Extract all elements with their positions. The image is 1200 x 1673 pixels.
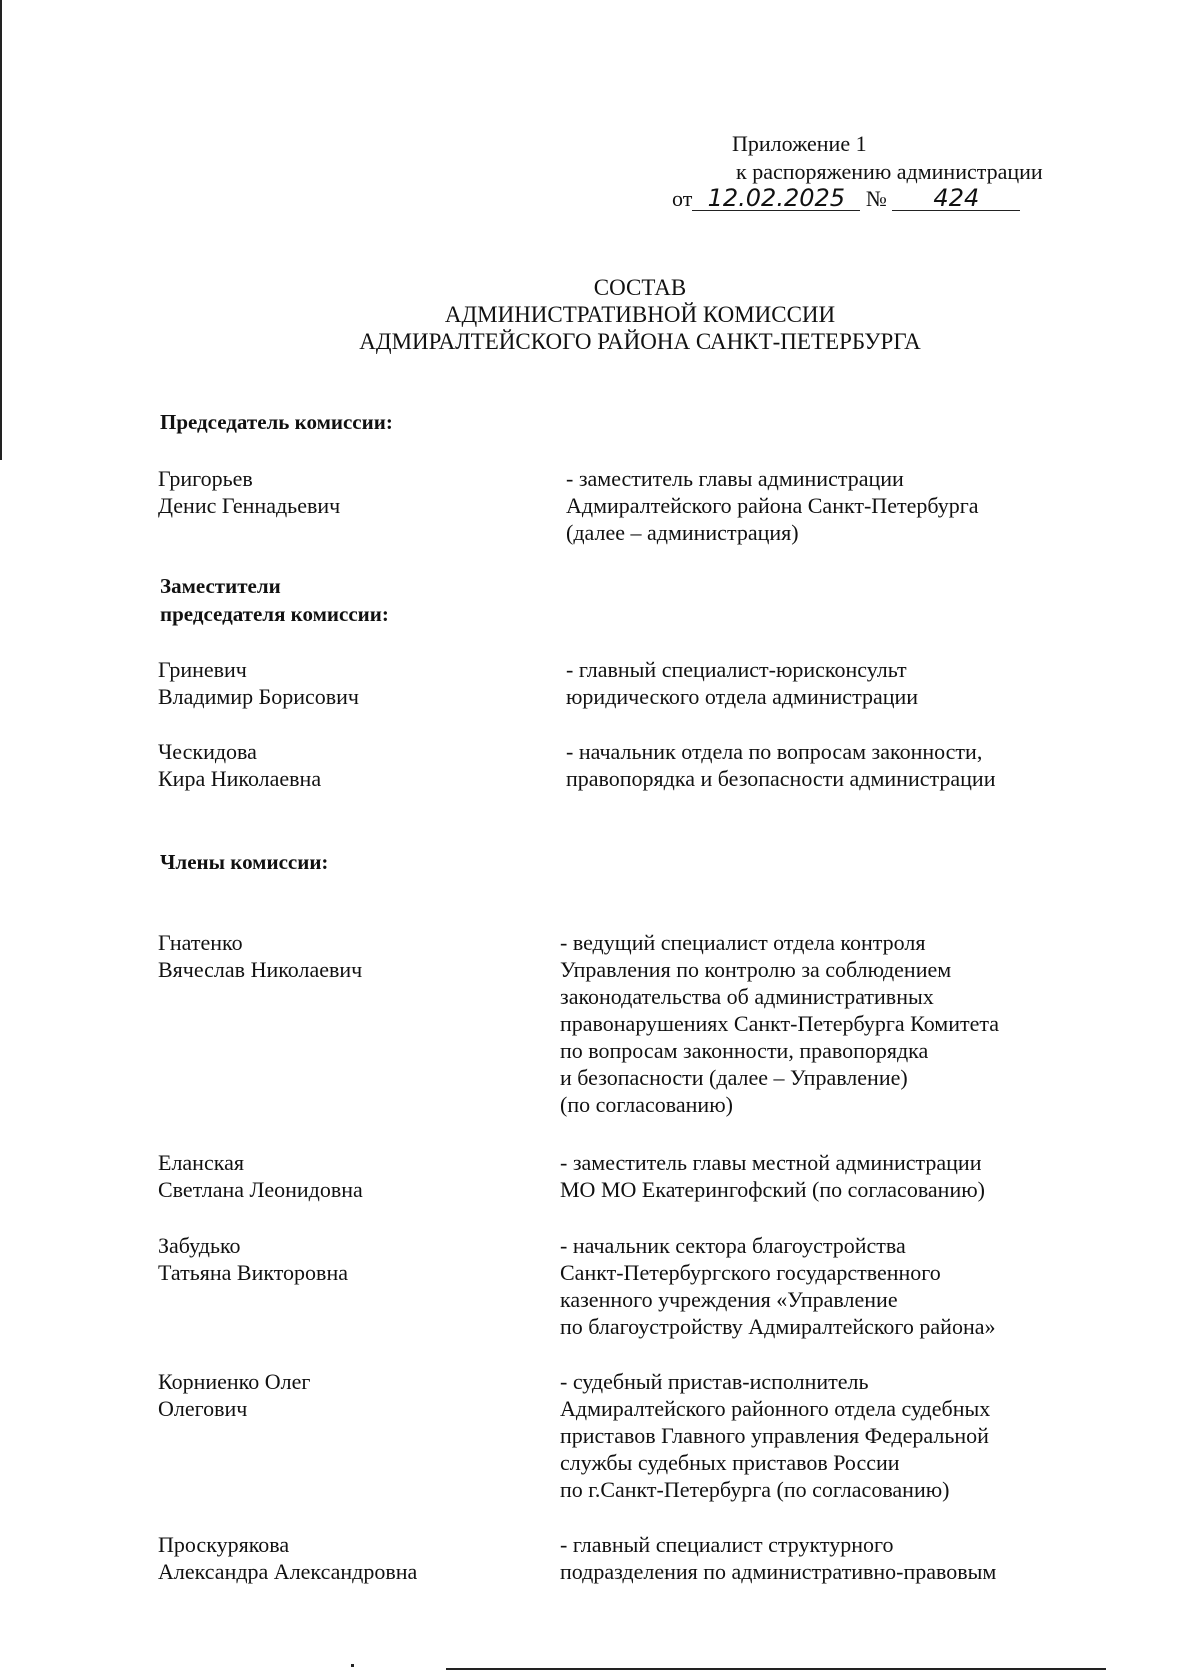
title-line-2: АДМИНИСТРАТИВНОЙ КОМИССИИ: [444, 302, 836, 327]
section-members: Члены комиссии:: [160, 850, 329, 874]
person-given-names: Татьяна Викторовна: [158, 1260, 348, 1285]
position-line: Адмиралтейского районного отдела судебных: [560, 1396, 991, 1421]
person-position: [566, 738, 1074, 792]
person-given-names: Вячеслав Николаевич: [158, 957, 363, 982]
section-chair: Председатель комиссии:: [160, 410, 393, 434]
person-position: [560, 1368, 1070, 1503]
position-line: Адмиралтейского района Санкт-Петербурга: [566, 493, 979, 518]
position-line: - заместитель главы администрации: [566, 466, 904, 491]
scan-dot: [351, 1664, 354, 1667]
person-given-names: Владимир Борисович: [158, 684, 359, 709]
handwritten-date: 12.02.2025: [692, 186, 860, 211]
person-name: [158, 465, 340, 519]
person-given-names: Кира Николаевна: [158, 766, 322, 791]
person-name: [158, 738, 321, 792]
position-line: - главный специалист структурного: [560, 1532, 894, 1557]
title-line-1: СОСТАВ: [593, 275, 687, 300]
handwritten-number: 424: [892, 186, 1020, 211]
person-surname: Забудько: [158, 1233, 241, 1258]
person-surname: Григорьев: [158, 466, 253, 491]
person-given-names: Александра Александровна: [158, 1559, 418, 1584]
person-name: [158, 1531, 417, 1585]
position-line: казенного учреждения «Управление: [560, 1287, 898, 1312]
position-line: (по согласованию): [560, 1092, 733, 1117]
person-position: [560, 1149, 1070, 1203]
position-line: - главный специалист-юрисконсульт: [566, 657, 907, 682]
date-number-line: [672, 186, 1020, 212]
person-name: [158, 1149, 363, 1203]
position-line: - начальник сектора благоустройства: [560, 1233, 906, 1258]
person-surname: Ческидова: [158, 739, 257, 764]
number-sign: №: [865, 186, 887, 211]
position-line: службы судебных приставов России: [560, 1450, 900, 1475]
position-line: Управления по контролю за соблюдением: [560, 957, 952, 982]
person-surname: Еланская: [158, 1150, 244, 1175]
scan-edge-mark: [0, 0, 2, 460]
person-name: [158, 929, 362, 983]
position-line: Санкт-Петербургского государственного: [560, 1260, 941, 1285]
position-line: юридического отдела администрации: [566, 684, 919, 709]
position-line: правопорядка и безопасности администрации: [566, 766, 996, 791]
person-position: [566, 656, 1074, 710]
person-given-names: Олегович: [158, 1396, 248, 1421]
person-position: [560, 1531, 1070, 1585]
position-line: по г.Санкт-Петербурга (по согласованию): [560, 1477, 950, 1502]
position-line: подразделения по административно-правовым: [560, 1559, 997, 1584]
person-position: [566, 465, 1074, 546]
person-surname: Корниенко Олег: [158, 1369, 311, 1394]
position-line: - заместитель главы местной администрации: [560, 1150, 982, 1175]
position-line: законодательства об административных: [560, 984, 934, 1009]
person-position: [560, 1232, 1070, 1340]
person-name: [158, 656, 359, 710]
appendix-reference: к распоряжению администрации: [736, 159, 1043, 184]
position-line: - судебный пристав-исполнитель: [560, 1369, 869, 1394]
position-line: и безопасности (далее – Управление): [560, 1065, 908, 1090]
person-surname: Гнатенко: [158, 930, 243, 955]
person-position: [560, 929, 1070, 1118]
position-line: приставов Главного управления Федеральной: [560, 1423, 989, 1448]
position-line: - ведущий специалист отдела контроля: [560, 930, 926, 955]
section-deputies: [160, 572, 389, 628]
position-line: МО МО Екатерингофский (по согласованию): [560, 1177, 985, 1202]
person-given-names: Денис Геннадьевич: [158, 493, 341, 518]
appendix-label: Приложение 1: [732, 131, 867, 156]
position-line: - начальник отдела по вопросам законности,: [566, 739, 983, 764]
person-surname: Гриневич: [158, 657, 247, 682]
page-bottom-rule: [446, 1668, 1106, 1670]
date-prefix: от: [672, 186, 693, 211]
person-given-names: Светлана Леонидовна: [158, 1177, 363, 1202]
position-line: правонарушениях Санкт-Петербурга Комитета: [560, 1011, 1000, 1036]
person-name: [158, 1368, 310, 1422]
title-line-3: АДМИРАЛТЕЙСКОГО РАЙОНА САНКТ-ПЕТЕРБУРГА: [359, 329, 921, 354]
person-surname: Проскурякова: [158, 1532, 290, 1557]
position-line: по благоустройству Адмиралтейского района»: [560, 1314, 996, 1339]
section-deputies-line-1: Заместители: [160, 574, 281, 598]
position-line: по вопросам законности, правопорядка: [560, 1038, 929, 1063]
section-deputies-line-2: председателя комиссии:: [160, 602, 389, 626]
position-line: (далее – администрация): [566, 520, 799, 545]
person-name: [158, 1232, 348, 1286]
